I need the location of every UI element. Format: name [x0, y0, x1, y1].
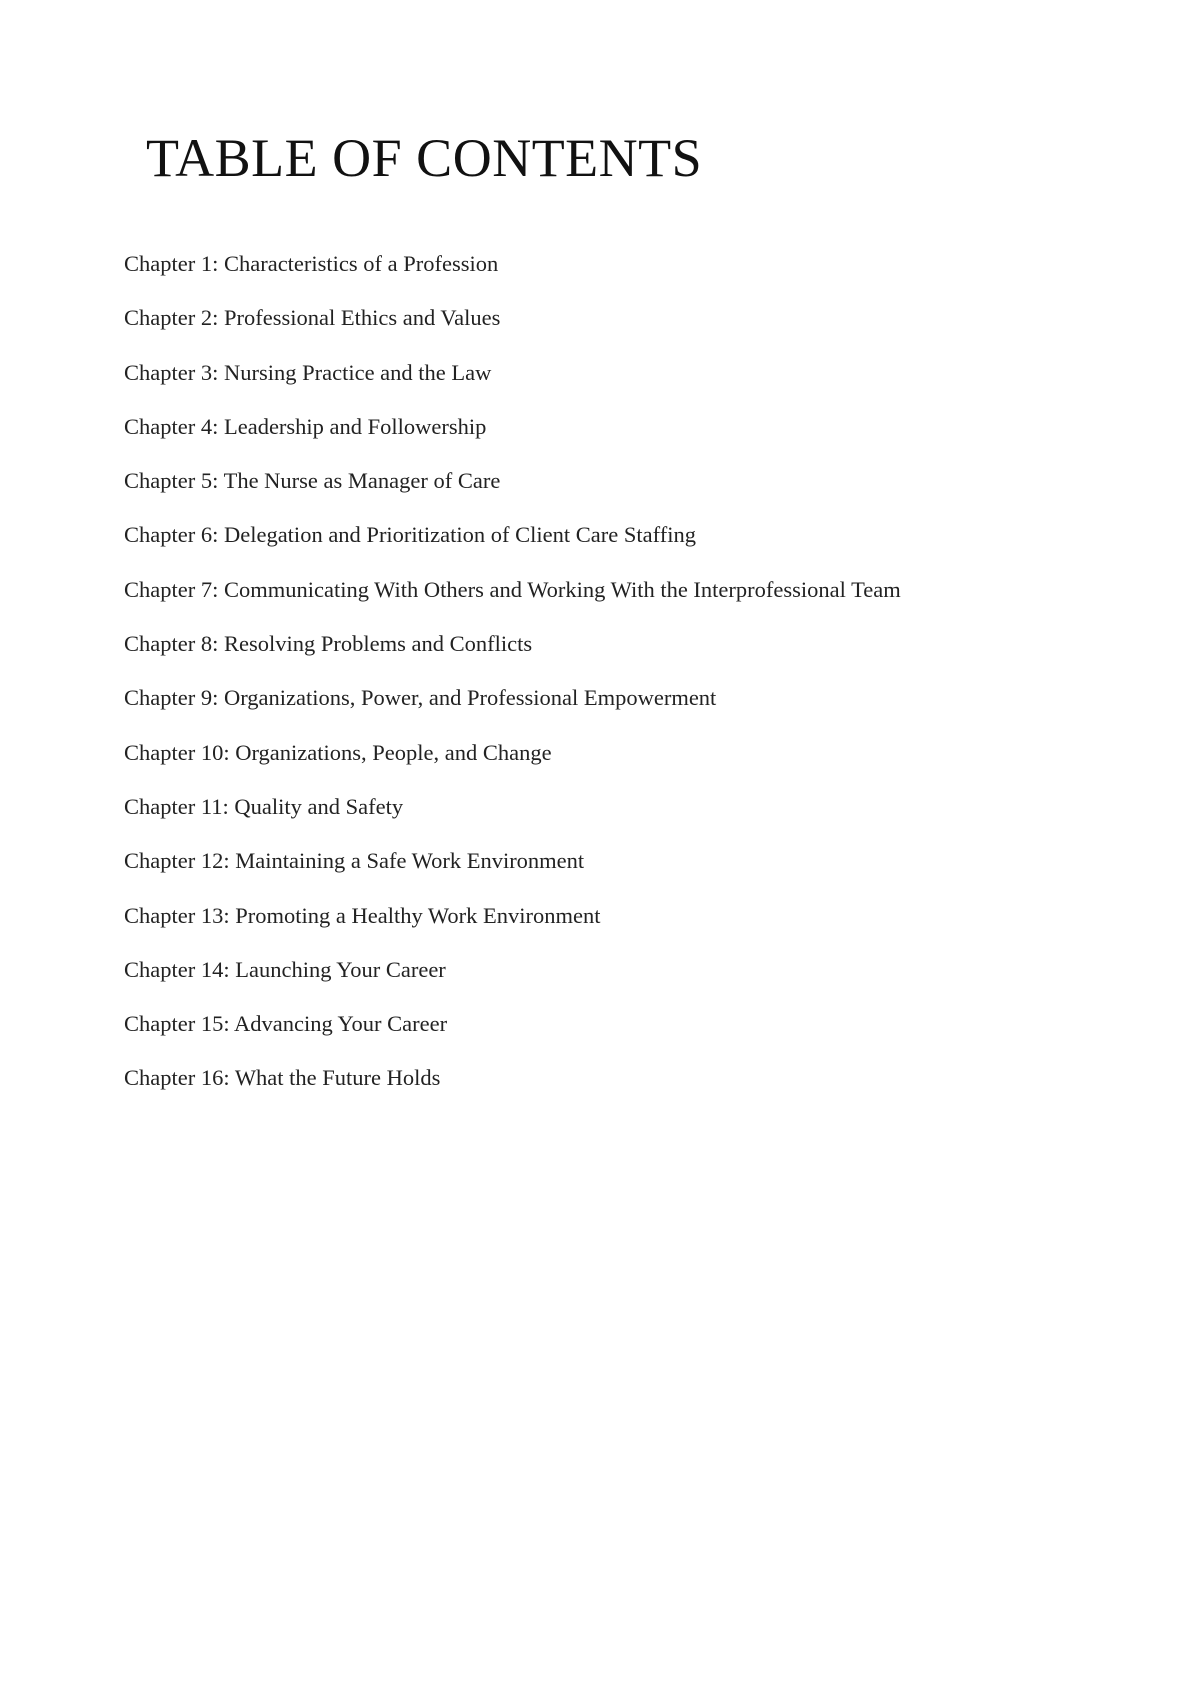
toc-entry-chapter-3: Chapter 3: Nursing Practice and the Law [124, 359, 492, 385]
toc-entry-chapter-2: Chapter 2: Professional Ethics and Values [124, 305, 501, 331]
toc-entry-chapter-4: Chapter 4: Leadership and Followership [124, 413, 487, 439]
toc-entry-chapter-6: Chapter 6: Delegation and Prioritization of Client Care Staffing [124, 522, 696, 548]
toc-entry-chapter-15: Chapter 15: Advancing Your Career [124, 1011, 448, 1037]
toc-entry-chapter-5: Chapter 5: The Nurse as Manager of Care [124, 468, 501, 494]
toc-list [124, 246, 1124, 1115]
toc-entry-chapter-12: Chapter 12: Maintaining a Safe Work Environment [124, 848, 585, 874]
toc-entry-chapter-14: Chapter 14: Launching Your Career [124, 956, 446, 982]
toc-entry-chapter-8: Chapter 8: Resolving Problems and Conflicts [124, 631, 533, 657]
toc-entry-chapter-9: Chapter 9: Organizations, Power, and Professional Empowerment [124, 685, 717, 711]
toc-entry-chapter-1: Chapter 1: Characteristics of a Profession [124, 251, 499, 276]
toc-entry-chapter-11: Chapter 11: Quality and Safety [124, 793, 404, 819]
toc-entry-chapter-10: Chapter 10: Organizations, People, and Change [124, 739, 552, 765]
toc-entry-chapter-16: Chapter 16: What the Future Holds [124, 1065, 441, 1091]
toc-entry-chapter-13: Chapter 13: Promoting a Healthy Work Environment [124, 902, 601, 928]
toc-entry-chapter-7: Chapter 7: Communicating With Others and Working With the Interprofessional Team [124, 576, 901, 602]
page-title: TABLE OF CONTENTS [146, 128, 703, 188]
